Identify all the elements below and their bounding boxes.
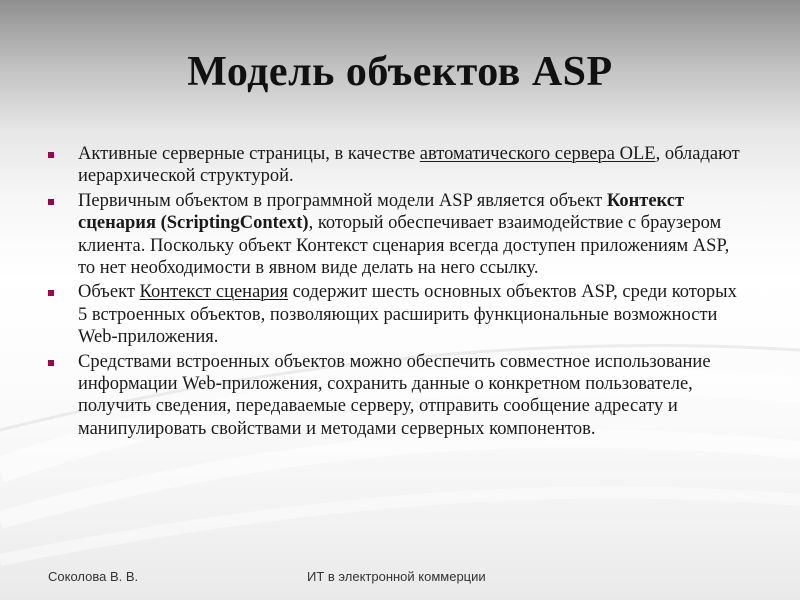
hyperlink-scripting-context[interactable]: Контекст сценария: [139, 282, 288, 303]
bullet-item: [48, 351, 748, 441]
bullet-text: содержит шесть основных объектов ASP, среди которых 5 встроенных объектов, позволяющих расширить функциональные возможности Web-приложения.: [78, 282, 737, 348]
bullet-text: , обладают иерархической структурой.: [78, 144, 740, 187]
bullet-square-icon: [48, 290, 54, 296]
bullet-square-icon: [48, 199, 54, 205]
bullet-item: [48, 190, 748, 280]
bullet-text: Объект: [78, 282, 140, 303]
hyperlink-ole-server[interactable]: автоматического сервера OLE: [419, 144, 656, 164]
bullet-item: [48, 281, 748, 348]
bullet-square-icon: [48, 152, 54, 158]
footer-author: Соколова В. В.: [48, 569, 139, 584]
bullet-list: [48, 143, 748, 442]
bullet-text: Активные серверные страницы, в качестве: [78, 144, 420, 164]
bold-term-scripting-context: Контекст сценария (ScriptingContext): [78, 190, 685, 234]
footer-course: ИТ в электронной коммерции: [307, 569, 486, 584]
bullet-text: Первичным объектом в программной модели ASP является объект: [78, 190, 607, 211]
bullet-square-icon: [48, 360, 54, 366]
bullet-item: [48, 143, 748, 188]
bullet-text: , который обеспечивает взаимодействие с браузером клиента. Поскольку объект Контекст сценария всегда доступен приложениям ASP, то нет необходимости в явном виде делать на него ссылку.: [78, 213, 730, 279]
bullet-text: Средствами встроенных объектов можно обеспечить совместное использование информации Web-приложения, сохранить данные о конкретном пользователе, получить сведения, передаваемые серверу, отправить сообщение адресату и манипулировать свойствами и методами серверных компонентов.: [78, 351, 711, 439]
slide-title: Модель объектов ASP: [187, 49, 613, 95]
